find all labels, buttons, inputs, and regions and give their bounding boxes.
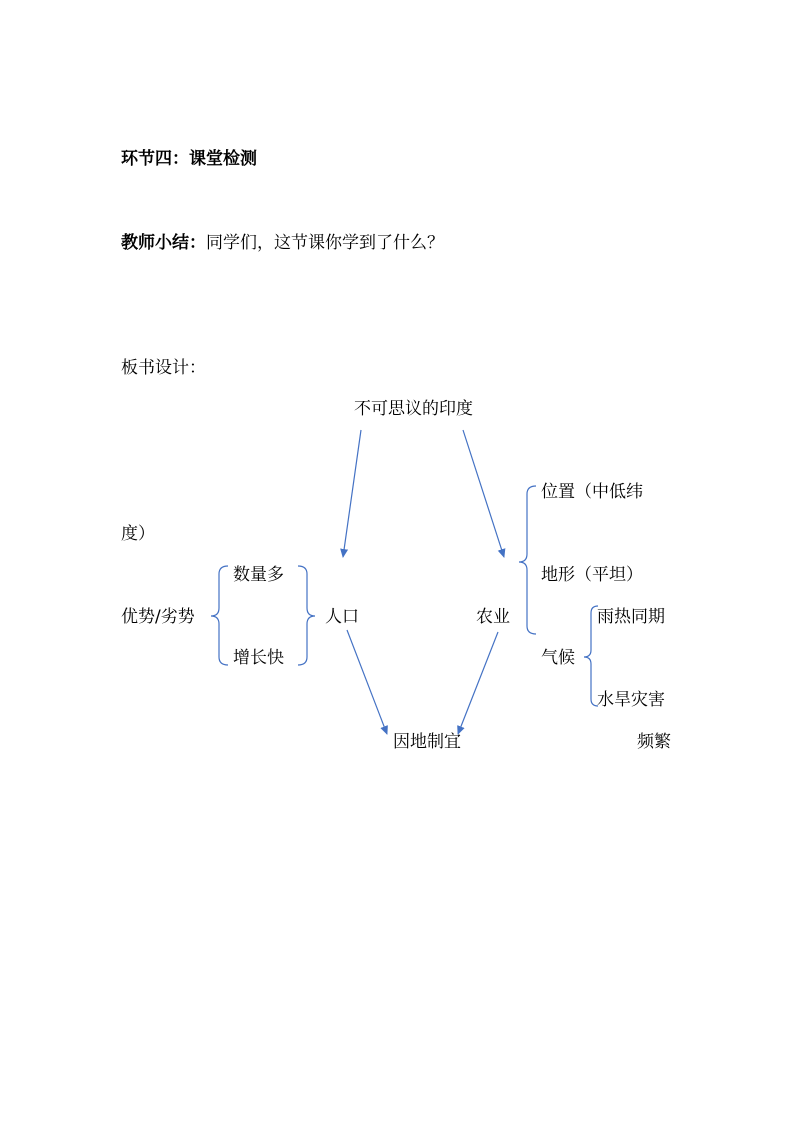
population-label: 人口 <box>325 607 359 627</box>
conclusion-label: 因地制宜 <box>393 732 461 752</box>
pros-cons-label: 优势/劣势 <box>121 607 195 627</box>
climate-item-disaster-wrap: 频繁 <box>637 732 671 752</box>
climate-item-disaster: 水旱灾害 <box>597 690 665 710</box>
pop-item-quantity: 数量多 <box>233 565 284 585</box>
teacher-summary-label: 教师小结： <box>121 233 206 253</box>
climate-label: 气候 <box>541 648 575 668</box>
brace-climate <box>584 606 598 706</box>
board-title: 不可思议的印度 <box>354 399 473 419</box>
board-design-label: 板书设计： <box>121 358 206 378</box>
agriculture-label: 农业 <box>476 607 510 627</box>
agri-position: 位置（中低纬 <box>541 482 643 502</box>
agri-terrain: 地形（平坦） <box>541 565 643 585</box>
brace-pros-cons <box>211 566 228 665</box>
brace-population <box>298 566 315 665</box>
pop-item-growth: 增长快 <box>233 648 284 668</box>
arrow-title-to-population <box>343 430 361 557</box>
climate-item-rain-heat: 雨热同期 <box>597 607 665 627</box>
arrow-population-to-conclusion <box>347 630 387 734</box>
teacher-summary-text: 同学们，这节课你学到了什么？ <box>206 233 444 253</box>
arrow-agriculture-to-conclusion <box>458 632 498 734</box>
arrow-title-to-agriculture <box>463 430 504 557</box>
section-heading: 环节四：课堂检测 <box>121 149 257 169</box>
agri-position-wrap: 度） <box>121 524 155 544</box>
brace-agriculture <box>519 486 536 634</box>
